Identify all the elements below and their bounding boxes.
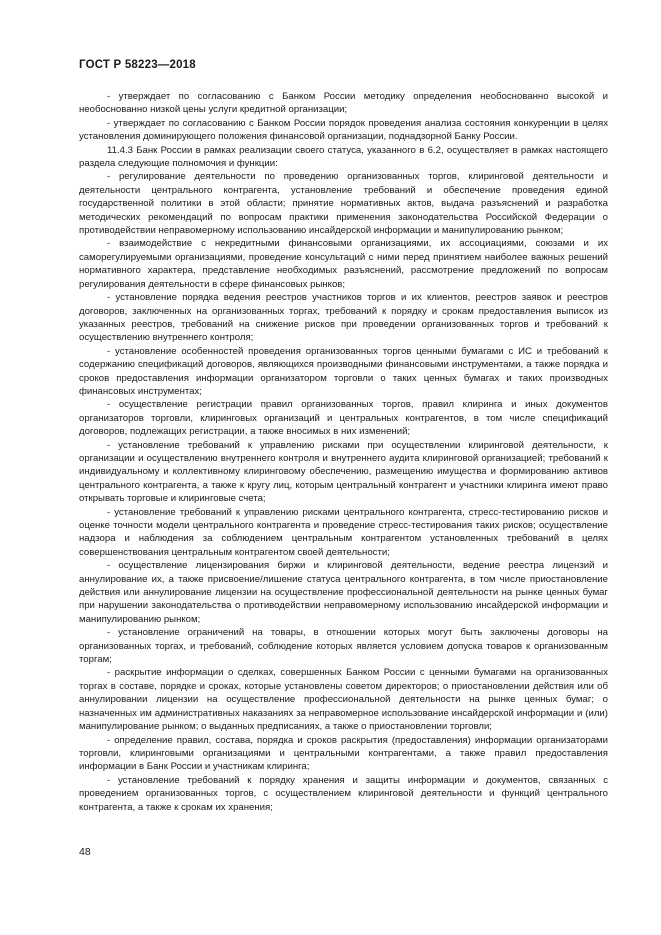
paragraph: - установление требований к управлению рисками центрального контрагента, стресс-тестированию рисков и оценке точности модели центрального контрагента и проведение стресс-тестирования таких рисков; осуществление надзора и наблюдения за соблюдением центральным контрагентом установленных требований в целях совершенствования центральным контрагентом своей деятельности;: [79, 506, 608, 558]
paragraph: - осуществление лицензирования биржи и клиринговой деятельности, ведение реестра лицензий и аннулирование их, а также присвоение/лишение статуса центрального контрагента, в том числе приостановление действия или аннулирование лицензии на осуществление профессиональной деятельности на рынке ценных бумаг при нарушении законодательства о противодействии неправомерному использованию инсайдерской информации и манипулированию рынком;: [79, 560, 608, 625]
paragraph: - установление требований к порядку хранения и защиты информации и документов, связанных с проведением организованных торгов, с осуществлением клиринговой деятельности и функций центрального контрагента, а также к срокам их хранения;: [79, 774, 608, 813]
paragraph: - установление требований к управлению рисками при осуществлении клиринговой деятельности, к организации и осуществлению внутреннего контроля и внутреннего аудита клиринговой организацией; требований к индивидуальному и коллективному клиринговому обеспечению, размещению имущества и формированию активов центрального контрагента, а также к кругу лиц, которым центральный контрагент и участники клиринга имеют право открывать торговые и клиринговые счета;: [79, 439, 608, 505]
paragraph: - осуществление регистрации правил организованных торгов, правил клиринга и иных документов организаторов торговли, клиринговых организаций и центральных контрагентов, в том числе спецификаций договоров, подлежащих регистрации, а также вносимых в них изменений;: [79, 399, 608, 438]
body-text: [79, 90, 608, 814]
paragraph: - утверждает по согласованию с Банком России методику определения необоснованно высокой и необоснованно низкой цены услуги кредитной организации;: [79, 91, 608, 116]
paragraph: - раскрытие информации о сделках, совершенных Банком России с ценными бумагами на организованных торгах в составе, порядке и сроках, которые установлены советом директоров; о приостановлении действия или об аннулировании лицензии на осуществление профессиональной деятельности на рынке ценных бумаг; о назначенных им административных наказаниях за неправомерное использование инсайдерской информации и (или) манипулирование рынком; о выданных предписаниях, а также о приостановлении торговли;: [79, 667, 608, 733]
standard-header: ГОСТ Р 58223—2018: [79, 59, 196, 71]
page-number: 48: [79, 846, 91, 858]
paragraph: - взаимодействие с некредитными финансовыми организациями, их ассоциациями, союзами и их саморегулируемыми организациями, проведение консультаций с ними перед принятием наиболее важных решений нормативного характера, представление необходимых разъяснений, рассмотрение предложений по вопросам регулирования деятельности в сфере финансовых рынков;: [79, 238, 608, 290]
paragraph: - установление особенностей проведения организованных торгов ценными бумагами с ИС и требований к содержанию спецификаций договоров, являющихся производными финансовыми инструментами, а также порядка и сроков предоставления информации организатором торговли о таких ценных бумагах и таких производных финансовых инструментах;: [79, 345, 608, 397]
paragraph: 11.4.3 Банк России в рамках реализации своего статуса, указанного в 6.2, осуществляет в рамках настоящего раздела следующие полномочия и функции:: [79, 144, 608, 170]
paragraph: - установление ограничений на товары, в отношении которых могут быть заключены договоры на организованных торгах, и требований, соблюдение которых является условием допуска товаров к организованным торгам;: [79, 627, 608, 666]
paragraph: - установление порядка ведения реестров участников торгов и их клиентов, реестров заявок и реестров договоров, заключенных на организованных торгах, требований к порядку и срокам предоставления выписок из указанных реестров, требований на снижение рисков при проведении организованных торгов и требований к осуществлению внутреннего контроля;: [79, 292, 608, 344]
paragraph: - определение правил, состава, порядка и сроков раскрытия (предоставления) информации организаторами торговли, клиринговыми организациями и центральными контрагентами, а также правил предоставления информации в Банк России и участникам клиринга;: [79, 734, 608, 773]
paragraph: - утверждает по согласованию с Банком России порядок проведения анализа состояния конкуренции в целях установления доминирующего положения финансовой организации, поднадзорной Банку России.: [79, 117, 608, 143]
paragraph: - регулирование деятельности по проведению организованных торгов, клиринговой деятельности и деятельности центрального контрагента, установление требований и обеспечение проведения единой государственной политики в этой области; принятие нормативных актов, выдача разъяснений и разработка методических рекомендаций по вопросам практики применения законодательства Российской Федерации о противодействии неправомерному использованию инсайдерской информации и манипулированию рынком;: [79, 171, 608, 237]
